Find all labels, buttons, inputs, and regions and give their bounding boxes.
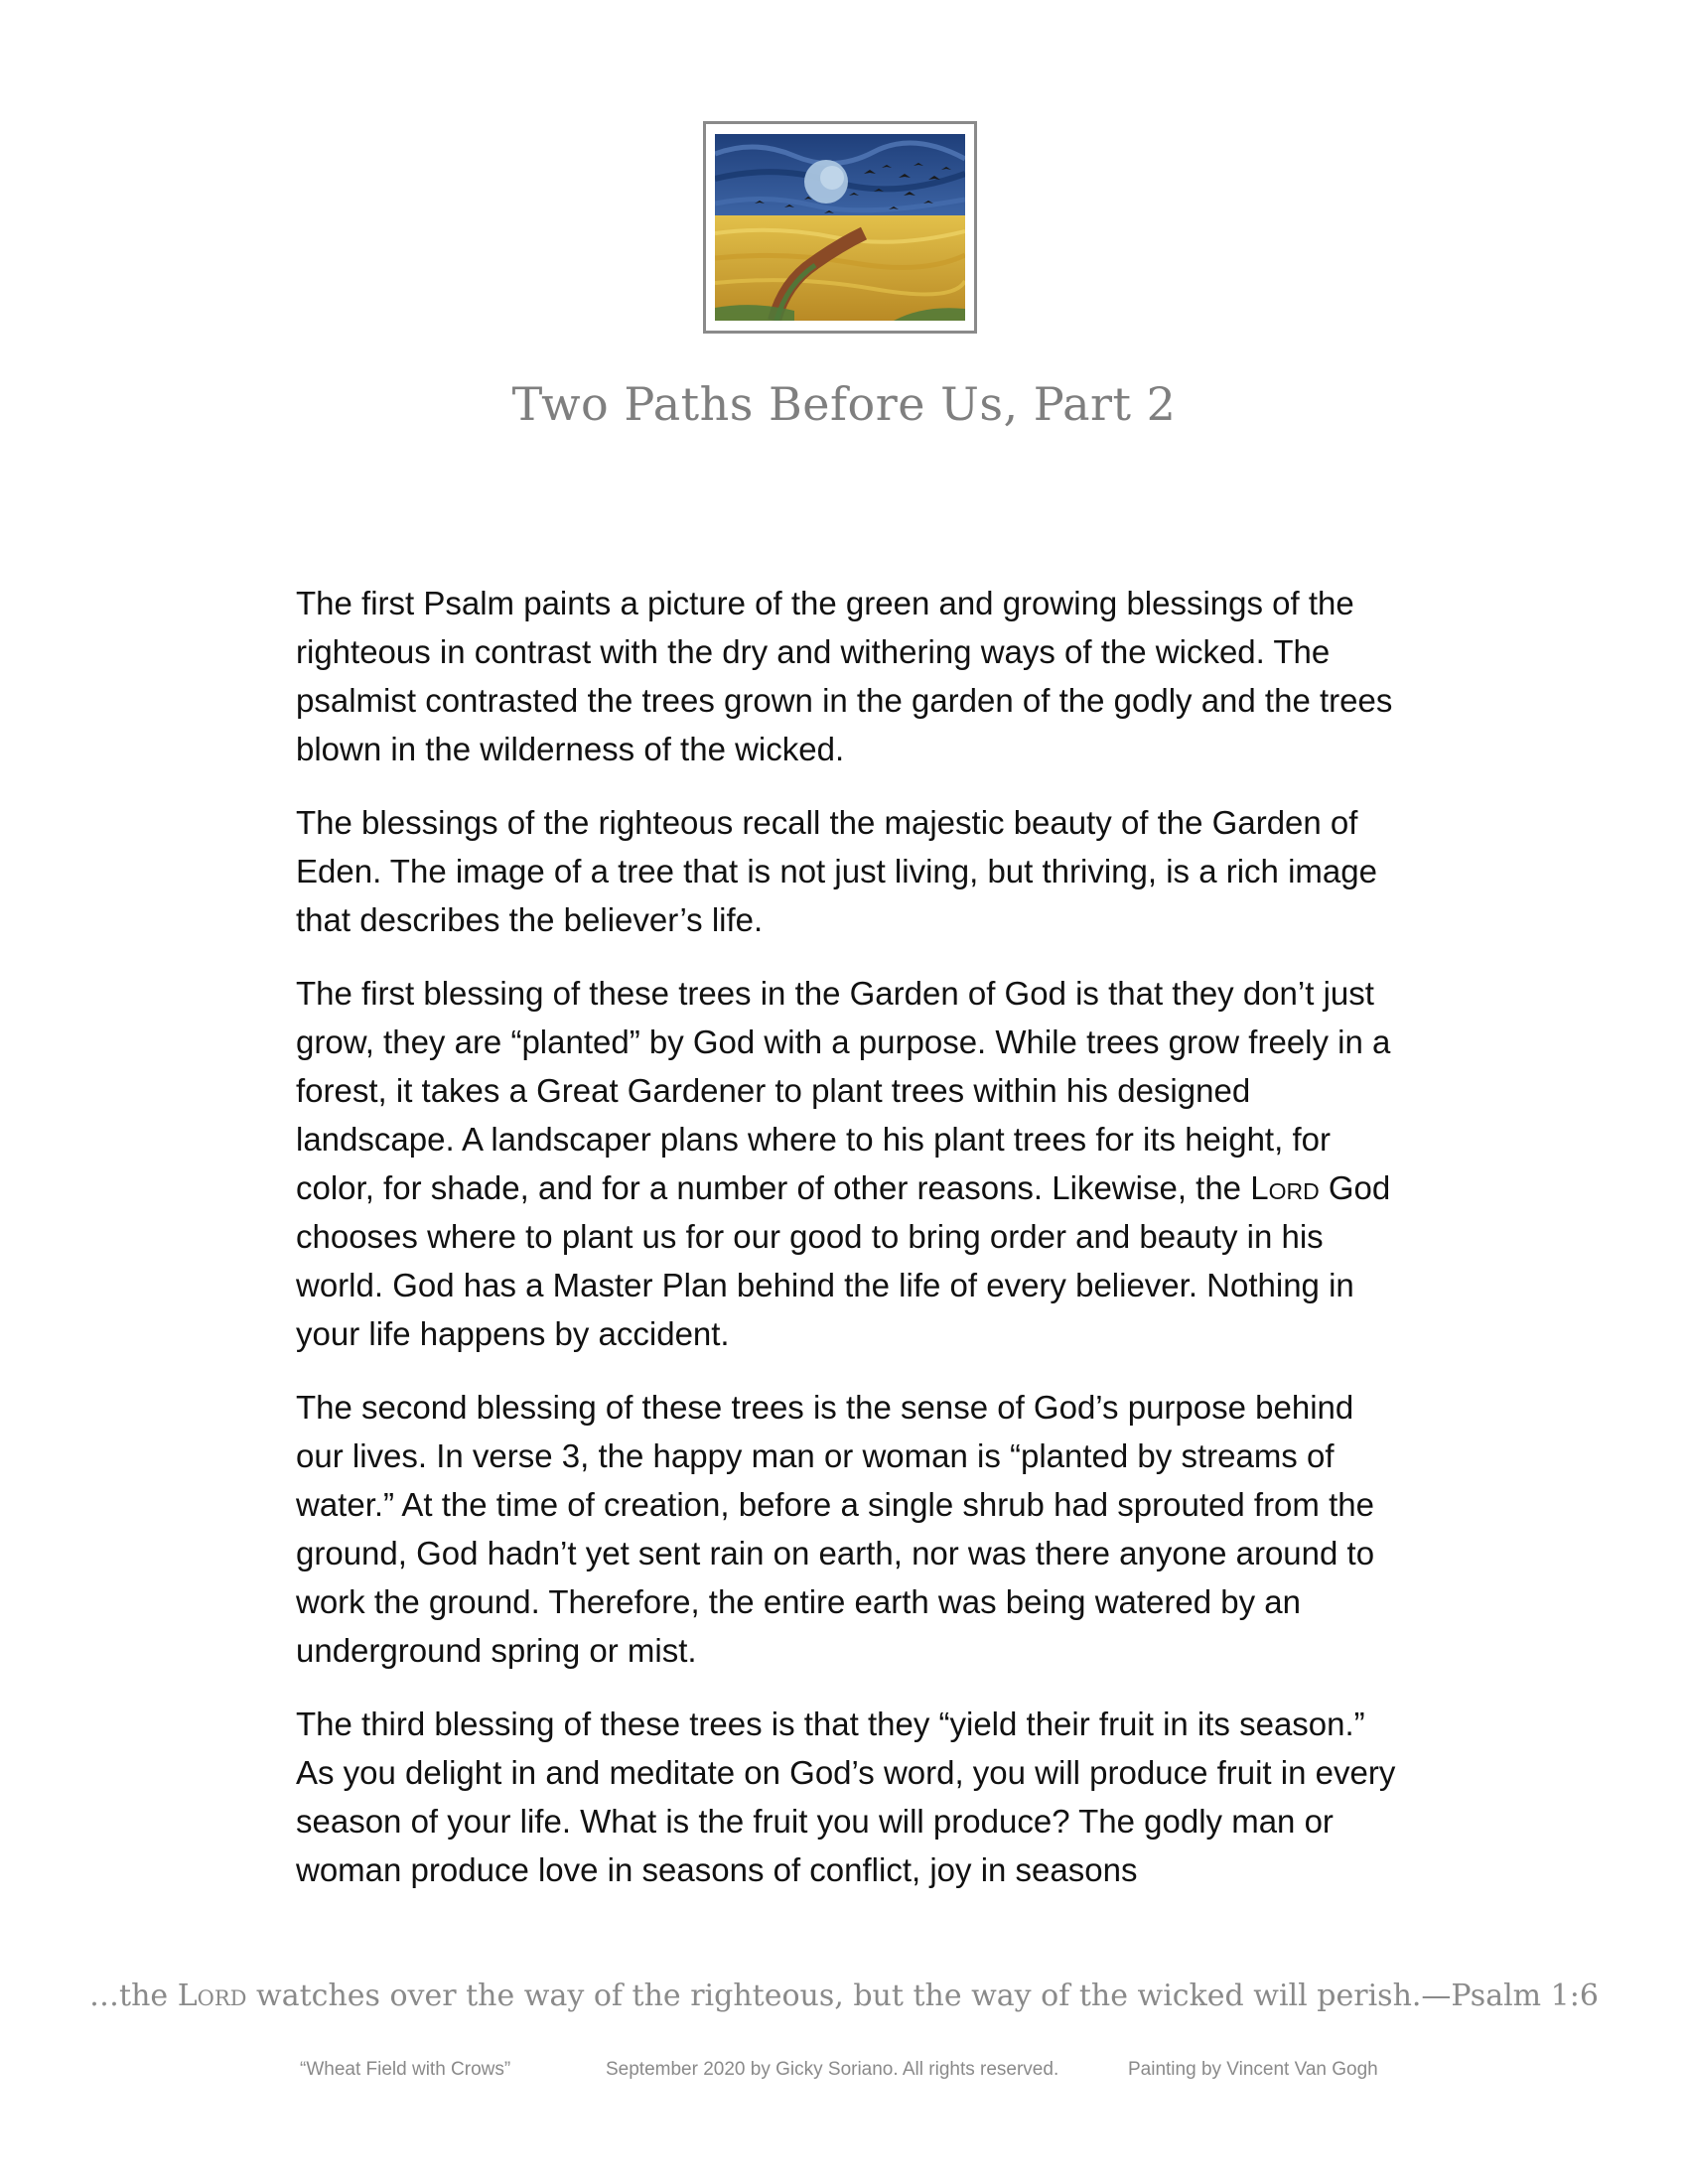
artist-credit: Painting by Vincent Van Gogh bbox=[1128, 2059, 1378, 2080]
paragraph-3-text-a: The first blessing of these trees in the Garden of God is that they don’t just grow, they are “planted” by God with a purpose. While trees grow freely in a forest, it takes a Great Gardener to plant trees within his designed landscape. A landscaper plans where to his plant trees for its height, for color, for shade, and for a number of other reasons. Likewise, the bbox=[296, 975, 1391, 1206]
footer-scripture-quote bbox=[0, 1979, 1688, 2013]
wheat-field-painting-icon bbox=[715, 134, 965, 321]
paragraph-5: The third blessing of these trees is that they “yield their fruit in its season.” As you delight in and meditate on God’s word, you will produce fruit in every season of your life. What is the fruit you will produce? The godly man or woman produce love in seasons of conflict, joy in seasons bbox=[296, 1706, 1396, 1888]
copyright-notice: September 2020 by Gicky Soriano. All rights reserved. bbox=[606, 2059, 1059, 2080]
quote-text-b: watches over the way of the righteous, but the way of the wicked will perish.—Psalm 1:6 bbox=[246, 1979, 1599, 2013]
article-body bbox=[296, 579, 1398, 1919]
paragraph-3 bbox=[296, 969, 1398, 1358]
painting-frame bbox=[703, 121, 977, 334]
paragraph-2: The blessings of the righteous recall the majestic beauty of the Garden of Eden. The image of a tree that is not just living, but thriving, is a rich image that describes the believer’s life. bbox=[296, 804, 1377, 938]
quote-text-a: …the bbox=[89, 1979, 178, 2013]
page-title: Two Paths Before Us, Part 2 bbox=[511, 377, 1177, 431]
paragraph-4: The second blessing of these trees is the sense of God’s purpose behind our lives. In verse 3, the happy man or woman is “planted by streams of water.” At the time of creation, before a single shrub had sprouted from the ground, God hadn’t yet sent rain on earth, nor was there anyone around to work the ground. Therefore, the entire earth was being watered by an underground spring or mist. bbox=[296, 1389, 1375, 1669]
painting-name-credit: “Wheat Field with Crows” bbox=[300, 2059, 511, 2080]
paragraph-1: The first Psalm paints a picture of the green and growing blessings of the righteous in contrast with the dry and withering ways of the wicked. The psalmist contrasted the trees grown in the garden of the godly and the trees blown in the wilderness of the wicked. bbox=[296, 585, 1393, 767]
paragraph-3-text-b: God chooses where to plant us for our good to bring order and beauty in his world. God has a Master Plan behind the life of every believer. Nothing in your life happens by accident. bbox=[296, 1169, 1391, 1352]
lord-smallcaps: Lord bbox=[1250, 1169, 1320, 1206]
quote-lord-smallcaps: Lord bbox=[177, 1979, 247, 2013]
